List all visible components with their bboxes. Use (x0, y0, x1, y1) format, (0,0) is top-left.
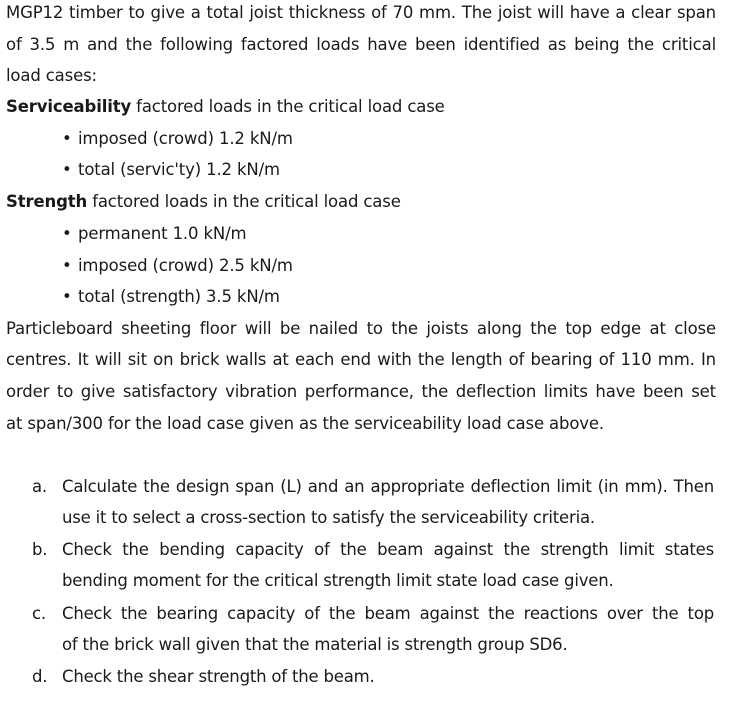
list-item (62, 256, 293, 276)
question-text-line-1: Calculate the design span (L) and an appropriate deflection limit (in mm). Then (62, 477, 714, 496)
bullet-icon: • (62, 256, 72, 275)
paragraph-line-3: order to give satisfactory vibration performance, the deflection limits have been set (6, 382, 716, 401)
bullet-icon: • (62, 287, 72, 306)
strength-heading (6, 192, 716, 212)
question-text-line-1: Check the bearing capacity of the beam against the reactions over the top (62, 604, 714, 623)
list-item-text: total (strength) 3.5 kN/m (78, 287, 280, 306)
intro-line-2: of 3.5 m and the following factored loads have been identified as being the critical (6, 35, 716, 54)
bullet-icon: • (62, 224, 72, 243)
intro-line-3: load cases: (6, 66, 97, 85)
paragraph-line-4: at span/300 for the load case given as the serviceability load case above. (6, 414, 604, 433)
strength-heading-rest: factored loads in the critical load case (87, 192, 401, 211)
bullet-icon: • (62, 129, 72, 148)
serviceability-heading-rest: factored loads in the critical load case (131, 97, 445, 116)
list-item-text: imposed (crowd) 1.2 kN/m (78, 129, 293, 148)
bullet-icon: • (62, 160, 72, 179)
list-item (62, 224, 246, 244)
list-item (62, 287, 280, 307)
strength-heading-bold: Strength (6, 192, 88, 211)
question-letter: d. (32, 667, 48, 686)
paragraph-line-1: Particleboard sheeting floor will be nailed to the joists along the top edge at close (6, 319, 716, 338)
question-letter: a. (32, 477, 47, 496)
serviceability-heading (6, 97, 716, 117)
question-letter: b. (32, 540, 48, 559)
question-text-line-1: Check the bending capacity of the beam against the strength limit states (62, 540, 714, 559)
question-text-line-2: use it to select a cross-section to satisfy the serviceability criteria. (62, 508, 595, 527)
question-text-line-1: Check the shear strength of the beam. (62, 667, 375, 686)
list-item-text: permanent 1.0 kN/m (78, 224, 247, 243)
question-text-line-2: of the brick wall given that the material is strength group SD6. (62, 635, 568, 654)
list-item (62, 160, 280, 180)
question-text-line-2: bending moment for the critical strength limit state load case given. (62, 571, 614, 590)
serviceability-heading-bold: Serviceability (6, 97, 132, 116)
list-item-text: imposed (crowd) 2.5 kN/m (78, 256, 293, 275)
question-letter: c. (32, 604, 46, 623)
paragraph-line-2: centres. It will sit on brick walls at each end with the length of bearing of 110 mm. In (6, 350, 716, 369)
list-item (62, 129, 293, 149)
intro-line-1: MGP12 timber to give a total joist thickness of 70 mm. The joist will have a clear span (6, 3, 716, 22)
list-item-text: total (servic'ty) 1.2 kN/m (78, 160, 280, 179)
